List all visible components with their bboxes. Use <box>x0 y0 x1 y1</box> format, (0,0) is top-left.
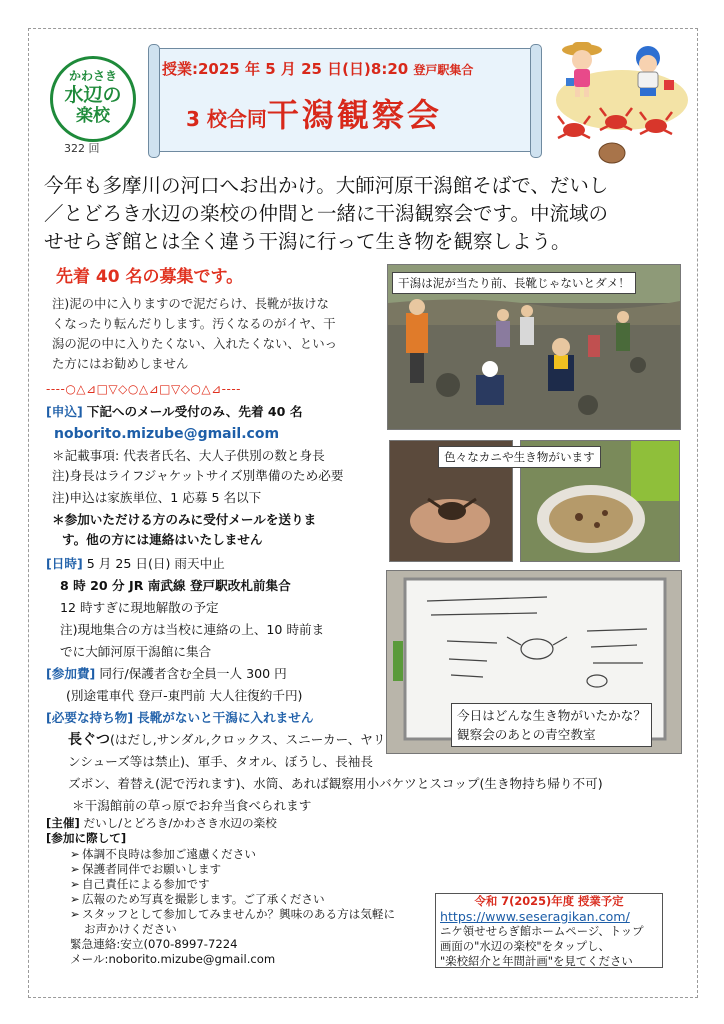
note-item-5-cont: お声かけください <box>84 922 177 936</box>
intro-text: 今年も多摩川の河口へお出かけ。大師河原干潟館そばで、だいし ／とどろき水辺の楽校の仲間と一緒に干潟観察会です。中流域の せせらぎ館とは全く違う干潟に行って生き物を観察しよう。 <box>44 174 609 253</box>
note-item-3: ➢ 自己責任による参加です <box>70 877 210 891</box>
apply-email[interactable]: noborito.mizube@gmail.com <box>54 426 280 442</box>
logo-line1: かわさき <box>68 69 117 83</box>
date-dismiss: 12 時すぎに現地解散の予定 <box>60 600 219 615</box>
apply-detail-3: 注)申込は家族単位、1 応募 5 名以下 <box>52 490 262 505</box>
section-divider: ----○△⊿□▽◇○△⊿□▽◇○△⊿---- <box>46 382 241 396</box>
note-item-4: ➢ 広報のため写真を撮影します。ご了承ください <box>70 892 325 906</box>
items-line-1: 長ぐつ(はだし,サンダル,クロックス、スニーカー、ヤリ <box>68 732 386 748</box>
contact-email[interactable]: メール:noborito.mizube@gmail.com <box>70 952 276 966</box>
note-item-5: ➢ スタッフとして参加してみませんか？興味のある方は気軽に <box>70 907 396 921</box>
photo-caption-2: 色々なカニや生き物がいます <box>438 446 601 468</box>
event-datetime: 授業:2025 年 5 月 25 日(日)8:20 登戸駅集合 <box>162 60 474 78</box>
organizer: [主催] だいし/とどろき/かわさき水辺の楽校 <box>46 816 277 830</box>
kids-crabs-illustration <box>552 38 692 168</box>
fee-train: (別途電車代 登戸-東門前 大人往復約千円) <box>66 688 303 703</box>
apply-heading: [申込] 下記へのメール受付のみ、先着 40 名 <box>46 404 303 419</box>
items-heading: [必要な持ち物] 長靴がないと干潟に入れません <box>46 710 314 725</box>
participation-heading: [参加に際して] <box>46 831 127 845</box>
items-line-4: ＊干潟館前の草っ原でお弁当食べられます <box>72 798 312 813</box>
photo-caption-1: 干潟は泥が当たり前、長靴じゃないとダメ！ <box>392 272 636 294</box>
schedule-line-3: "楽校紹介と年間計画"を見てください <box>440 954 633 968</box>
date-note-2: でに大師河原干潟館に集合 <box>60 644 212 659</box>
schedule-title: 令和 7(2025)年度 授業予定 <box>474 894 624 908</box>
apply-detail-1: ＊記載事項: 代表者氏名、大人子供別の数と身長 <box>52 448 325 463</box>
note-item-2: ➢ 保護者同伴でお願いします <box>70 862 222 876</box>
items-line-3: ズボン、着替え(泥で汚れます)、水筒、あれば観察用小バケツとスコップ(生き物持ち帰り不可) <box>68 776 603 791</box>
note-item-1: ➢ 体調不良時は参加ご遠慮ください <box>70 847 256 861</box>
school-logo <box>50 56 136 142</box>
items-line-2: ンシューズ等は禁止)、軍手、タオル、ぼうし、長袖長 <box>68 754 373 769</box>
schedule-box <box>435 893 663 968</box>
schedule-line-1: ニケ領せせらぎ館ホームページ、トップ <box>440 924 644 938</box>
date-meeting: 8 時 20 分 JR 南武線 登戸駅改札前集合 <box>60 578 291 593</box>
issue-number: 322 回 <box>64 142 100 155</box>
date-heading: [日時] 5 月 25 日(日) 雨天中止 <box>46 556 225 571</box>
schedule-url[interactable]: https://www.seseragikan.com/ <box>440 909 630 924</box>
emergency-contact: 緊急連絡:安立(070-8997-7224 <box>70 937 238 951</box>
logo-line2: 水辺の <box>64 84 122 106</box>
date-note-1: 注)現地集合の方は当校に連絡の上、10 時前ま <box>60 622 325 637</box>
photo-caption-3: 今日はどんな生き物がいたかな？ 観察会のあとの青空教室 <box>451 703 652 747</box>
capacity-notice: 先着 40 名の募集です。 <box>56 267 244 287</box>
apply-detail-4: ＊参加いただける方のみに受付メールを送りま <box>52 512 317 527</box>
mud-warning: 注)泥の中に入りますので泥だらけ、長靴が抜けな くなったり転んだりします。汚くなるのがイヤ、干 潟の泥の中に入りたくない、入れたくない、といっ た方にはお勧めしません <box>52 296 337 371</box>
schedule-line-2: 画面の"水辺の楽校"をタップし、 <box>440 939 610 953</box>
fee-heading: [参加費] 同行/保護者含む全員一人 300 円 <box>46 666 287 681</box>
apply-detail-2: 注)身長はライフジャケットサイズ別準備のため必要 <box>52 468 344 483</box>
event-title: 3 校合同干潟観察会 <box>186 96 442 134</box>
logo-line3: 楽校 <box>76 106 110 126</box>
apply-detail-5: す。他の方には連絡はいたしません <box>62 532 263 547</box>
